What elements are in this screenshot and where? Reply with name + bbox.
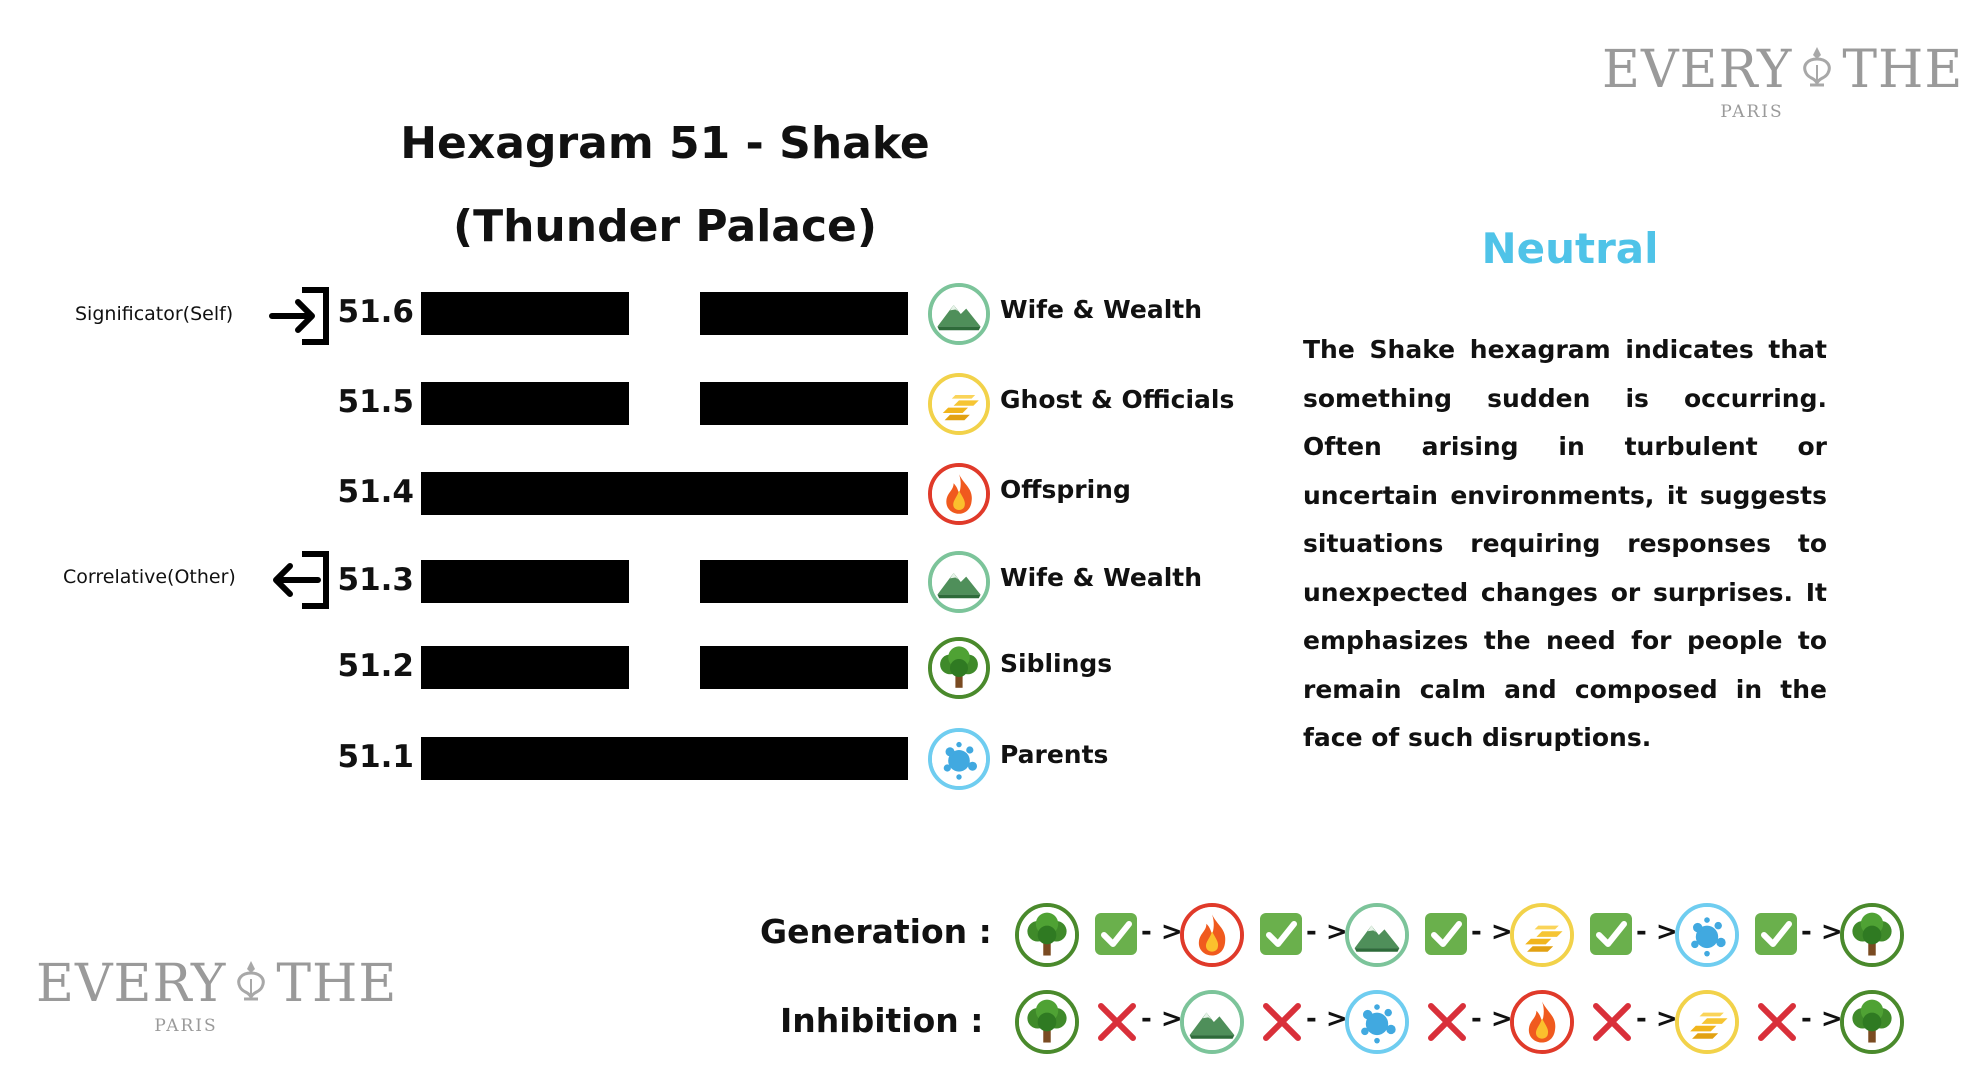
- yin-line-right: [700, 560, 908, 603]
- palace-subtitle: (Thunder Palace): [452, 201, 877, 252]
- line-number: 51.3: [337, 562, 414, 598]
- line-number: 51.4: [337, 474, 414, 510]
- relation-label: Offspring: [1000, 475, 1131, 504]
- brand-name-right: THE: [1842, 40, 1963, 100]
- fleur-emblem-icon: [1798, 45, 1836, 89]
- generation-label: Generation :: [760, 912, 992, 951]
- brand-name-left: EVERY: [1602, 40, 1793, 100]
- line-number: 51.1: [337, 739, 414, 775]
- cross-icon: [1755, 1000, 1799, 1044]
- checkmark-icon: [1260, 913, 1302, 955]
- brand-city: PARIS: [154, 1016, 218, 1036]
- yin-line-left: [421, 292, 629, 335]
- cycle-arrow: - >: [1636, 1004, 1678, 1034]
- brand-city: PARIS: [1720, 102, 1784, 122]
- yin-line-left: [421, 382, 629, 425]
- cycle-arrow: - >: [1471, 917, 1513, 947]
- fire-icon: [1510, 990, 1574, 1054]
- fire-icon: [928, 463, 990, 525]
- cross-icon: [1095, 1000, 1139, 1044]
- correlative-label: Correlative(Other): [63, 566, 236, 588]
- hexagram-description: The Shake hexagram indicates that something sudden is occurring. Often arising in turbulent or uncertain environments, it suggests situations requiring responses to unexpected changes or surprises. It emphasizes the need for people to remain calm and composed in the face of such disruptions.: [1303, 335, 1827, 752]
- relation-label: Ghost & Officials: [1000, 385, 1235, 414]
- cycle-arrow: - >: [1306, 917, 1348, 947]
- checkmark-icon: [1590, 913, 1632, 955]
- water-splash-icon: [1345, 990, 1409, 1054]
- relation-label: Parents: [1000, 740, 1109, 769]
- tree-icon: [1840, 990, 1904, 1054]
- gold-bars-icon: [1675, 990, 1739, 1054]
- relation-label: Wife & Wealth: [1000, 295, 1203, 324]
- line-number: 51.6: [337, 294, 414, 330]
- brand-logo-bottom: [36, 954, 398, 1036]
- rating-label: Neutral: [1481, 224, 1659, 273]
- yang-line: [421, 472, 908, 515]
- gold-bars-icon: [1510, 903, 1574, 967]
- checkmark-icon: [1425, 913, 1467, 955]
- cycle-arrow: - >: [1141, 1004, 1183, 1034]
- yin-line-left: [421, 560, 629, 603]
- tree-icon: [928, 637, 990, 699]
- yin-line-left: [421, 646, 629, 689]
- tree-icon: [1015, 903, 1079, 967]
- significator-label: Significator(Self): [75, 303, 234, 325]
- cycle-arrow: - >: [1306, 1004, 1348, 1034]
- line-number: 51.2: [337, 648, 414, 684]
- brand-name-right: THE: [276, 954, 398, 1014]
- fire-icon: [1180, 903, 1244, 967]
- cross-icon: [1425, 1000, 1469, 1044]
- checkmark-icon: [1755, 913, 1797, 955]
- relation-label: Wife & Wealth: [1000, 563, 1203, 592]
- cross-icon: [1590, 1000, 1634, 1044]
- hexagram-title: Hexagram 51 - Shake: [400, 118, 930, 169]
- brand-logo-top: [1602, 40, 1963, 122]
- yin-line-right: [700, 382, 908, 425]
- brand-name-left: EVERY: [36, 954, 227, 1014]
- mountain-icon: [1180, 990, 1244, 1054]
- mountain-icon: [928, 551, 990, 613]
- gold-bars-icon: [928, 373, 990, 435]
- checkmark-icon: [1095, 913, 1137, 955]
- cross-icon: [1260, 1000, 1304, 1044]
- enter-arrow-icon: [268, 284, 332, 348]
- yang-line: [421, 737, 908, 780]
- cycle-arrow: - >: [1471, 1004, 1513, 1034]
- tree-icon: [1015, 990, 1079, 1054]
- yin-line-right: [700, 646, 908, 689]
- brand-wordmark: [1602, 40, 1963, 100]
- relation-label: Siblings: [1000, 649, 1113, 678]
- cycle-arrow: - >: [1801, 917, 1843, 947]
- mountain-icon: [1345, 903, 1409, 967]
- mountain-icon: [928, 283, 990, 345]
- line-number: 51.5: [337, 384, 414, 420]
- water-splash-icon: [1675, 903, 1739, 967]
- tree-icon: [1840, 903, 1904, 967]
- cycle-arrow: - >: [1141, 917, 1183, 947]
- cycle-arrow: - >: [1801, 1004, 1843, 1034]
- water-splash-icon: [928, 728, 990, 790]
- inhibition-label: Inhibition :: [780, 1001, 984, 1040]
- yin-line-right: [700, 292, 908, 335]
- fleur-emblem-icon: [232, 959, 270, 1003]
- exit-arrow-icon: [268, 548, 332, 612]
- brand-wordmark: [36, 954, 398, 1014]
- cycle-arrow: - >: [1636, 917, 1678, 947]
